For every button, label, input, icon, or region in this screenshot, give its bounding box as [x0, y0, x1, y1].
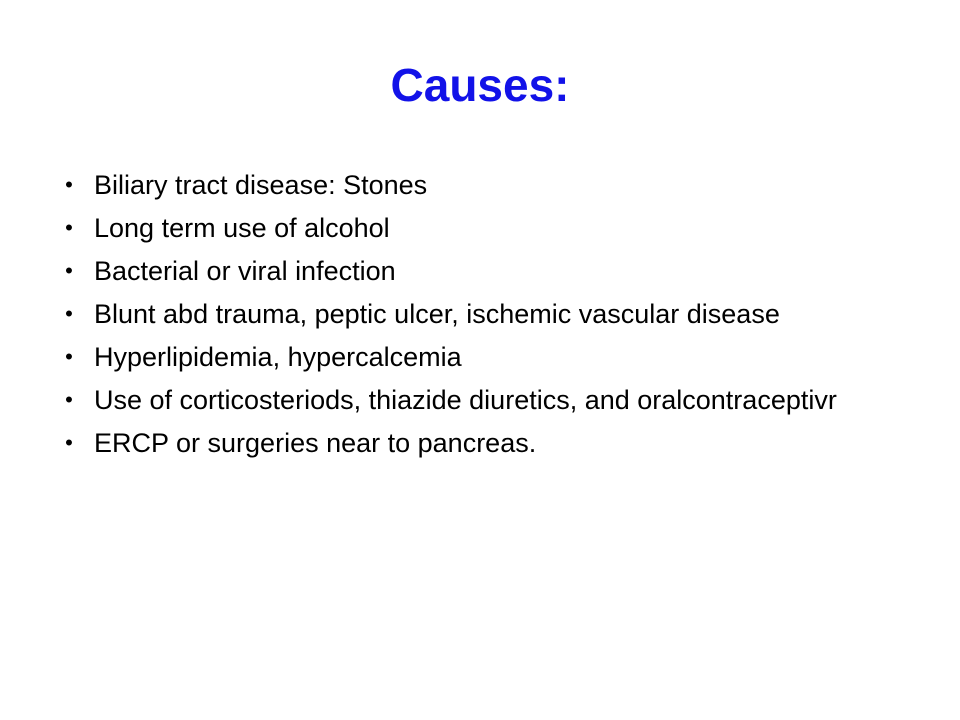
- bullet-icon: •: [65, 215, 73, 240]
- bullet-item: [58, 170, 858, 200]
- bullet-icon: •: [65, 258, 73, 283]
- bullet-item: [58, 299, 858, 329]
- bullet-icon: •: [65, 301, 73, 326]
- bullet-icon: •: [65, 430, 73, 455]
- bullet-item: [58, 256, 858, 286]
- bullet-text: Bacterial or viral infection: [94, 256, 396, 286]
- bullet-icon: •: [65, 344, 73, 369]
- bullet-text: Hyperlipidemia, hypercalcemia: [94, 342, 462, 372]
- bullet-icon: •: [65, 172, 73, 197]
- bullet-text: Biliary tract disease: Stones: [94, 170, 428, 200]
- bullet-text: Long term use of alcohol: [94, 213, 390, 243]
- bullet-list: [58, 170, 858, 471]
- bullet-text: Blunt abd trauma, peptic ulcer, ischemic vascular disease: [94, 299, 780, 329]
- slide-title: Causes:: [390, 59, 570, 111]
- bullet-item: [58, 428, 858, 458]
- bullet-icon: •: [65, 387, 73, 412]
- bullet-text: Use of corticosteriods, thiazide diuretics, and oralcontraceptivr: [94, 385, 837, 415]
- bullet-item: [58, 385, 858, 415]
- bullet-text: ERCP or surgeries near to pancreas.: [94, 428, 537, 458]
- bullet-item: [58, 342, 858, 372]
- bullet-item: [58, 213, 858, 243]
